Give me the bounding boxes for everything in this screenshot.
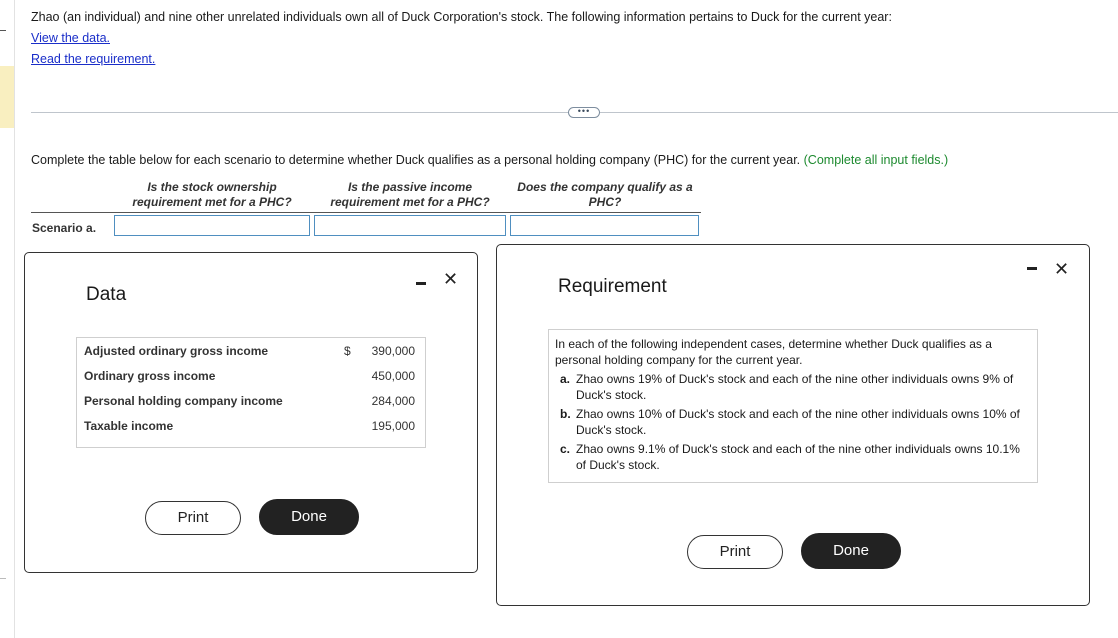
expand-more-button[interactable]: •••	[568, 107, 600, 118]
close-icon[interactable]: ✕	[443, 269, 459, 289]
instruction-text	[31, 153, 948, 167]
requirement-text-box	[548, 329, 1038, 483]
list-item	[555, 441, 1031, 473]
data-row-value: 284,000	[371, 394, 415, 408]
data-row-label: Ordinary gross income	[84, 369, 216, 383]
data-row-label: Taxable income	[84, 419, 174, 433]
left-tick-mark	[0, 30, 6, 31]
instruction-main: Complete the table below for each scenario to determine whether Duck qualifies as a personal holding company (PHC) for the current year.	[31, 153, 801, 167]
column-header-line: requirement met for a PHC?	[330, 195, 490, 209]
column-header-line: Is the passive income	[347, 180, 473, 194]
column-header-line: PHC?	[588, 195, 622, 209]
data-table	[76, 337, 426, 448]
read-requirement-link[interactable]: Read the requirement.	[31, 52, 156, 66]
requirement-item-text: Zhao owns 9.1% of Duck's stock and each of the nine other individuals owns 10.1% of Duck's stock.	[576, 442, 1020, 472]
data-row-value: 450,000	[371, 369, 415, 383]
close-icon[interactable]: ✕	[1054, 259, 1070, 279]
requirement-item-text: Zhao owns 10% of Duck's stock and each of the nine other individuals owns 10% of Duck's stock.	[576, 407, 1020, 437]
requirement-dialog	[496, 244, 1090, 606]
requirement-item-letter: c.	[560, 442, 571, 456]
requirement-intro: In each of the following independent cases, determine whether Duck qualifies as a personal holding company for the current year.	[555, 337, 992, 367]
data-dialog-title: Data	[86, 284, 127, 305]
data-row-value: 195,000	[371, 419, 415, 433]
view-data-link[interactable]: View the data.	[31, 31, 110, 45]
currency-symbol: $	[344, 344, 351, 358]
table-row	[77, 363, 425, 388]
minimize-icon[interactable]	[416, 282, 426, 285]
column-header-line: Is the stock ownership	[147, 180, 277, 194]
data-dialog	[24, 252, 478, 573]
left-tick-mark	[0, 578, 6, 579]
column-header-line: Does the company qualify as a	[517, 180, 693, 194]
column-header-passive-income	[312, 180, 508, 210]
column-header-phc-qualify	[505, 180, 705, 210]
scenario-a-stock-ownership-input[interactable]	[114, 215, 310, 236]
data-row-label: Adjusted ordinary gross income	[84, 344, 269, 358]
print-button[interactable]: Print	[687, 535, 783, 569]
minimize-icon[interactable]	[1027, 267, 1037, 270]
table-row	[77, 413, 425, 438]
left-highlight-marker	[0, 66, 14, 128]
column-header-stock-ownership	[112, 180, 312, 210]
requirement-dialog-title: Requirement	[558, 276, 667, 297]
instruction-note: (Complete all input fields.)	[803, 153, 949, 167]
scenario-a-label: Scenario a.	[32, 221, 97, 235]
table-row	[77, 388, 425, 413]
list-item	[555, 406, 1031, 438]
data-row-label: Personal holding company income	[84, 394, 283, 408]
scenario-a-phc-qualify-input[interactable]	[510, 215, 699, 236]
left-margin-rule	[14, 0, 15, 638]
question-intro: Zhao (an individual) and nine other unrelated individuals own all of Duck Corporation's stock. The following information pertains to Duck for the current year:	[31, 10, 892, 24]
done-button[interactable]: Done	[801, 533, 901, 569]
requirement-item-letter: a.	[560, 372, 571, 386]
print-button[interactable]: Print	[145, 501, 241, 535]
requirement-item-letter: b.	[560, 407, 571, 421]
requirement-item-text: Zhao owns 19% of Duck's stock and each of the nine other individuals owns 9% of Duck's stock.	[576, 372, 1014, 402]
data-row-value: 390,000	[371, 344, 415, 358]
scenario-a-passive-income-input[interactable]	[314, 215, 506, 236]
table-row	[77, 338, 425, 363]
table-header-rule	[31, 212, 701, 213]
column-header-line: requirement met for a PHC?	[132, 195, 292, 209]
done-button[interactable]: Done	[259, 499, 359, 535]
list-item	[555, 371, 1031, 403]
